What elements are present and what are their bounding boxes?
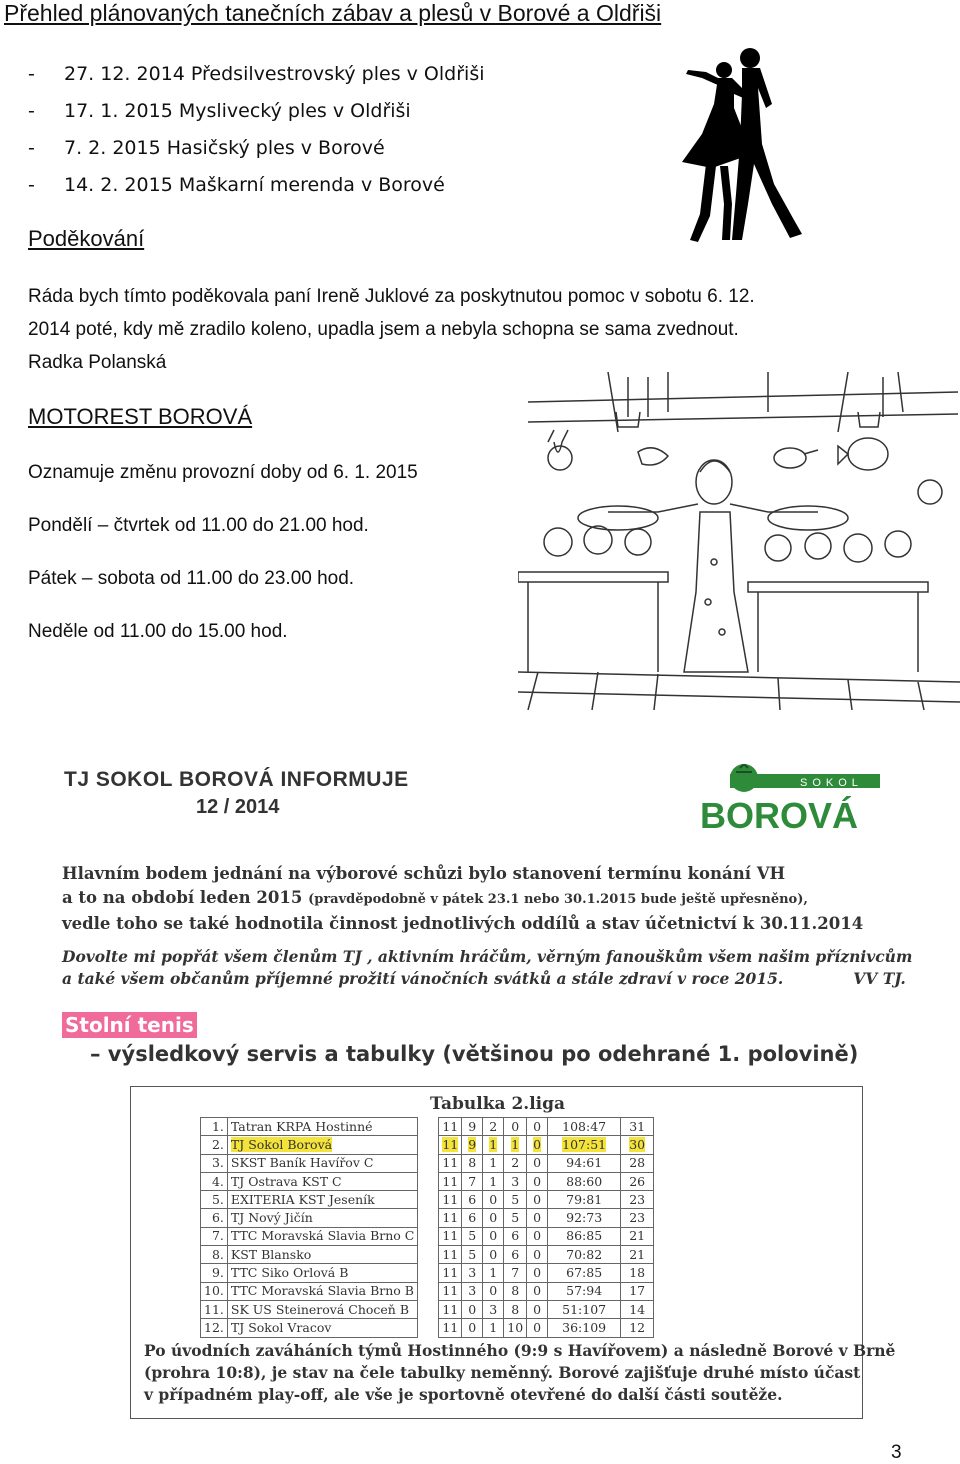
table-cell-p: 1 xyxy=(504,1136,527,1154)
table-cell-k: 0 xyxy=(527,1209,548,1227)
sokol-date: 12 / 2014 xyxy=(196,796,280,818)
pub-illustration xyxy=(518,372,960,710)
table-cell-k: 0 xyxy=(527,1246,548,1264)
table-cell-p: 7 xyxy=(504,1264,527,1282)
table-cell-pts: 26 xyxy=(621,1172,654,1190)
table-row xyxy=(201,1300,654,1318)
page-number: 3 xyxy=(891,1442,902,1463)
table-cell-v: 3 xyxy=(462,1264,483,1282)
table-cell-p: 6 xyxy=(504,1246,527,1264)
table-cell-pts: 14 xyxy=(621,1300,654,1318)
table-cell-gap xyxy=(418,1118,439,1136)
table-cell-p: 5 xyxy=(504,1191,527,1209)
table-cell-pts: 31 xyxy=(621,1118,654,1136)
table-cell-v: 9 xyxy=(462,1136,483,1154)
table-cell-k: 0 xyxy=(527,1136,548,1154)
table-cell-score: 57:94 xyxy=(548,1282,621,1300)
table-cell-r: 2 xyxy=(483,1118,504,1136)
table-cell-pts: 17 xyxy=(621,1282,654,1300)
table-cell-r: 0 xyxy=(483,1227,504,1245)
table-cell-score: 36:109 xyxy=(548,1319,621,1337)
sokol-intro: Hlavním bodem jednání na výborové schůzi bylo stanovení termínu konání VH a to na období leden 2015 (pravděpodobně v pátek 23.1 nebo 30.1.2015 bude ještě upřesněno), vedle toho se také hodnotila činnost jednotlivých oddílů a stav účetnictví k 30.11.2014 xyxy=(62,864,864,933)
table-cell-p: 0 xyxy=(504,1118,527,1136)
league-table-caption: Tabulka 2.liga xyxy=(430,1094,566,1114)
table-cell-r: 1 xyxy=(483,1154,504,1172)
logo-top-text: SOKOL xyxy=(800,777,863,789)
table-cell-v: 0 xyxy=(462,1300,483,1318)
table-cell-team: TTC Siko Orlová B xyxy=(227,1264,417,1282)
table-cell-pos: 1. xyxy=(201,1118,228,1136)
table-cell-pts: 18 xyxy=(621,1264,654,1282)
table-cell-z: 11 xyxy=(439,1209,462,1227)
table-cell-k: 0 xyxy=(527,1300,548,1318)
table-cell-gap xyxy=(418,1300,439,1318)
table-cell-v: 6 xyxy=(462,1209,483,1227)
table-cell-team: Tatran KRPA Hostinné xyxy=(227,1118,417,1136)
table-row xyxy=(201,1172,654,1190)
table-cell-z: 11 xyxy=(439,1300,462,1318)
page-title: Přehled plánovaných tanečních zábav a plesů v Borové a Oldřiši xyxy=(4,0,662,26)
table-cell-pos: 2. xyxy=(201,1136,228,1154)
table-cell-k: 0 xyxy=(527,1319,548,1337)
table-cell-score: 70:82 xyxy=(548,1246,621,1264)
table-row xyxy=(201,1154,654,1172)
results-service-heading: – výsledkový servis a tabulky (většinou po odehrané 1. polovině) xyxy=(90,1042,859,1066)
table-cell-team: TJ Nový Jičín xyxy=(227,1209,417,1227)
table-cell-v: 8 xyxy=(462,1154,483,1172)
table-cell-score: 86:85 xyxy=(548,1227,621,1245)
table-cell-team: EXITERIA KST Jeseník xyxy=(227,1191,417,1209)
table-cell-pos: 8. xyxy=(201,1246,228,1264)
table-cell-pos: 5. xyxy=(201,1191,228,1209)
table-cell-pos: 11. xyxy=(201,1300,228,1318)
table-cell-r: 0 xyxy=(483,1191,504,1209)
table-cell-pts: 28 xyxy=(621,1154,654,1172)
table-cell-score: 108:47 xyxy=(548,1118,621,1136)
table-cell-p: 6 xyxy=(504,1227,527,1245)
table-cell-z: 11 xyxy=(439,1264,462,1282)
sokol-wishes: Dovolte mi popřát všem členům TJ , aktivním hráčům, věrným fanouškům všem našim příznivcům a také všem občanům příjemné prožití vánočních svátků a stále zdraví v roce 2015. VV TJ. xyxy=(62,947,913,988)
table-row xyxy=(201,1227,654,1245)
table-cell-pos: 9. xyxy=(201,1264,228,1282)
table-cell-p: 8 xyxy=(504,1300,527,1318)
thanks-text: Ráda bych tímto poděkovala paní Ireně Juklové za poskytnutou pomoc v sobotu 6. 12. 2014 poté, kdy mě zradilo koleno, upadla jsem a nebyla schopna se sama zvednout. Radka Polanská xyxy=(28,286,755,373)
event-item: - 27. 12. 2014 Předsilvestrovský ples v Oldřiši xyxy=(28,63,485,85)
table-cell-pos: 4. xyxy=(201,1172,228,1190)
table-cell-v: 0 xyxy=(462,1319,483,1337)
table-row xyxy=(201,1118,654,1136)
table-cell-r: 1 xyxy=(483,1264,504,1282)
table-row xyxy=(201,1246,654,1264)
table-cell-r: 1 xyxy=(483,1136,504,1154)
table-cell-z: 11 xyxy=(439,1227,462,1245)
table-cell-team: TJ Ostrava KST C xyxy=(227,1172,417,1190)
table-cell-p: 8 xyxy=(504,1282,527,1300)
table-cell-z: 11 xyxy=(439,1246,462,1264)
table-cell-team: KST Blansko xyxy=(227,1246,417,1264)
table-cell-k: 0 xyxy=(527,1191,548,1209)
table-cell-v: 5 xyxy=(462,1227,483,1245)
table-cell-team: TJ Sokol Vracov xyxy=(227,1319,417,1337)
table-cell-gap xyxy=(418,1246,439,1264)
opening-hours: Oznamuje změnu provozní doby od 6. 1. 2015 Pondělí – čtvrtek od 11.00 do 21.00 hod. Pátek – sobota od 11.00 do 23.00 hod. Neděle od 11.00 do 15.00 hod. xyxy=(28,462,418,642)
table-cell-pts: 21 xyxy=(621,1227,654,1245)
table-cell-score: 79:81 xyxy=(548,1191,621,1209)
table-cell-p: 3 xyxy=(504,1172,527,1190)
table-cell-z: 11 xyxy=(439,1282,462,1300)
table-row xyxy=(201,1319,654,1337)
event-item: - 14. 2. 2015 Maškarní merenda v Borové xyxy=(28,174,445,196)
table-cell-z: 11 xyxy=(439,1136,462,1154)
table-cell-pos: 10. xyxy=(201,1282,228,1300)
league-table xyxy=(200,1117,654,1338)
table-cell-pts: 30 xyxy=(621,1136,654,1154)
table-cell-score: 94:61 xyxy=(548,1154,621,1172)
table-cell-gap xyxy=(418,1172,439,1190)
table-cell-gap xyxy=(418,1319,439,1337)
table-cell-k: 0 xyxy=(527,1282,548,1300)
table-cell-gap xyxy=(418,1227,439,1245)
table-cell-r: 1 xyxy=(483,1172,504,1190)
logo-main-text: BOROVÁ xyxy=(700,795,859,836)
table-cell-z: 11 xyxy=(439,1319,462,1337)
table-cell-v: 6 xyxy=(462,1191,483,1209)
table-cell-pos: 7. xyxy=(201,1227,228,1245)
table-cell-r: 3 xyxy=(483,1300,504,1318)
table-cell-z: 11 xyxy=(439,1191,462,1209)
table-cell-k: 0 xyxy=(527,1154,548,1172)
table-cell-v: 5 xyxy=(462,1246,483,1264)
dancing-couple-illustration xyxy=(662,44,812,244)
table-cell-v: 9 xyxy=(462,1118,483,1136)
table-cell-gap xyxy=(418,1136,439,1154)
table-cell-gap xyxy=(418,1154,439,1172)
table-cell-z: 11 xyxy=(439,1154,462,1172)
table-cell-score: 67:85 xyxy=(548,1264,621,1282)
table-cell-pts: 23 xyxy=(621,1191,654,1209)
table-cell-p: 10 xyxy=(504,1319,527,1337)
table-cell-k: 0 xyxy=(527,1227,548,1245)
table-tennis-label: Stolní tenis xyxy=(62,1012,197,1038)
sokol-title: TJ SOKOL BOROVÁ INFORMUJE xyxy=(64,768,409,791)
table-cell-pts: 21 xyxy=(621,1246,654,1264)
table-cell-gap xyxy=(418,1209,439,1227)
table-cell-team: TJ Sokol Borová xyxy=(227,1136,417,1154)
table-cell-gap xyxy=(418,1282,439,1300)
table-row xyxy=(201,1264,654,1282)
event-list xyxy=(28,60,485,208)
event-item: - 17. 1. 2015 Myslivecký ples v Oldřiši xyxy=(28,100,411,122)
table-cell-gap xyxy=(418,1264,439,1282)
table-cell-team: TTC Moravská Slavia Brno B xyxy=(227,1282,417,1300)
table-cell-k: 0 xyxy=(527,1172,548,1190)
table-cell-z: 11 xyxy=(439,1172,462,1190)
table-cell-r: 1 xyxy=(483,1319,504,1337)
table-cell-r: 0 xyxy=(483,1246,504,1264)
table-row xyxy=(201,1191,654,1209)
event-item: - 7. 2. 2015 Hasičský ples v Borové xyxy=(28,137,385,159)
table-cell-gap xyxy=(418,1191,439,1209)
table-cell-team: TTC Moravská Slavia Brno C xyxy=(227,1227,417,1245)
table-cell-score: 88:60 xyxy=(548,1172,621,1190)
table-cell-pts: 23 xyxy=(621,1209,654,1227)
table-cell-k: 0 xyxy=(527,1264,548,1282)
table-cell-k: 0 xyxy=(527,1118,548,1136)
table-cell-pts: 12 xyxy=(621,1319,654,1337)
table-row xyxy=(201,1209,654,1227)
table-row xyxy=(201,1136,654,1154)
sokol-borova-logo xyxy=(700,764,885,836)
table-cell-pos: 6. xyxy=(201,1209,228,1227)
table-cell-pos: 3. xyxy=(201,1154,228,1172)
table-cell-score: 92:73 xyxy=(548,1209,621,1227)
motorest-heading: MOTOREST BOROVÁ xyxy=(28,404,253,429)
table-cell-v: 7 xyxy=(462,1172,483,1190)
table-cell-v: 3 xyxy=(462,1282,483,1300)
table-cell-team: SKST Baník Havířov C xyxy=(227,1154,417,1172)
sokol-outro: Po úvodních zaváháních týmů Hostinného (9:9 s Havířovem) a následně Borové v Brně (prohra 10:8), je stav na čele tabulky neměnný. Borové zajišťuje druhé místo účast v případném play-off, ale vše je sportovně otevřené do další části soutěže. xyxy=(144,1341,896,1404)
table-cell-pos: 12. xyxy=(201,1319,228,1337)
table-cell-score: 107:51 xyxy=(548,1136,621,1154)
table-cell-r: 0 xyxy=(483,1282,504,1300)
table-cell-p: 5 xyxy=(504,1209,527,1227)
table-cell-score: 51:107 xyxy=(548,1300,621,1318)
table-cell-p: 2 xyxy=(504,1154,527,1172)
table-cell-z: 11 xyxy=(439,1118,462,1136)
thanks-heading: Poděkování xyxy=(28,226,145,251)
table-cell-r: 0 xyxy=(483,1209,504,1227)
table-cell-team: SK US Steinerová Choceň B xyxy=(227,1300,417,1318)
table-row xyxy=(201,1282,654,1300)
